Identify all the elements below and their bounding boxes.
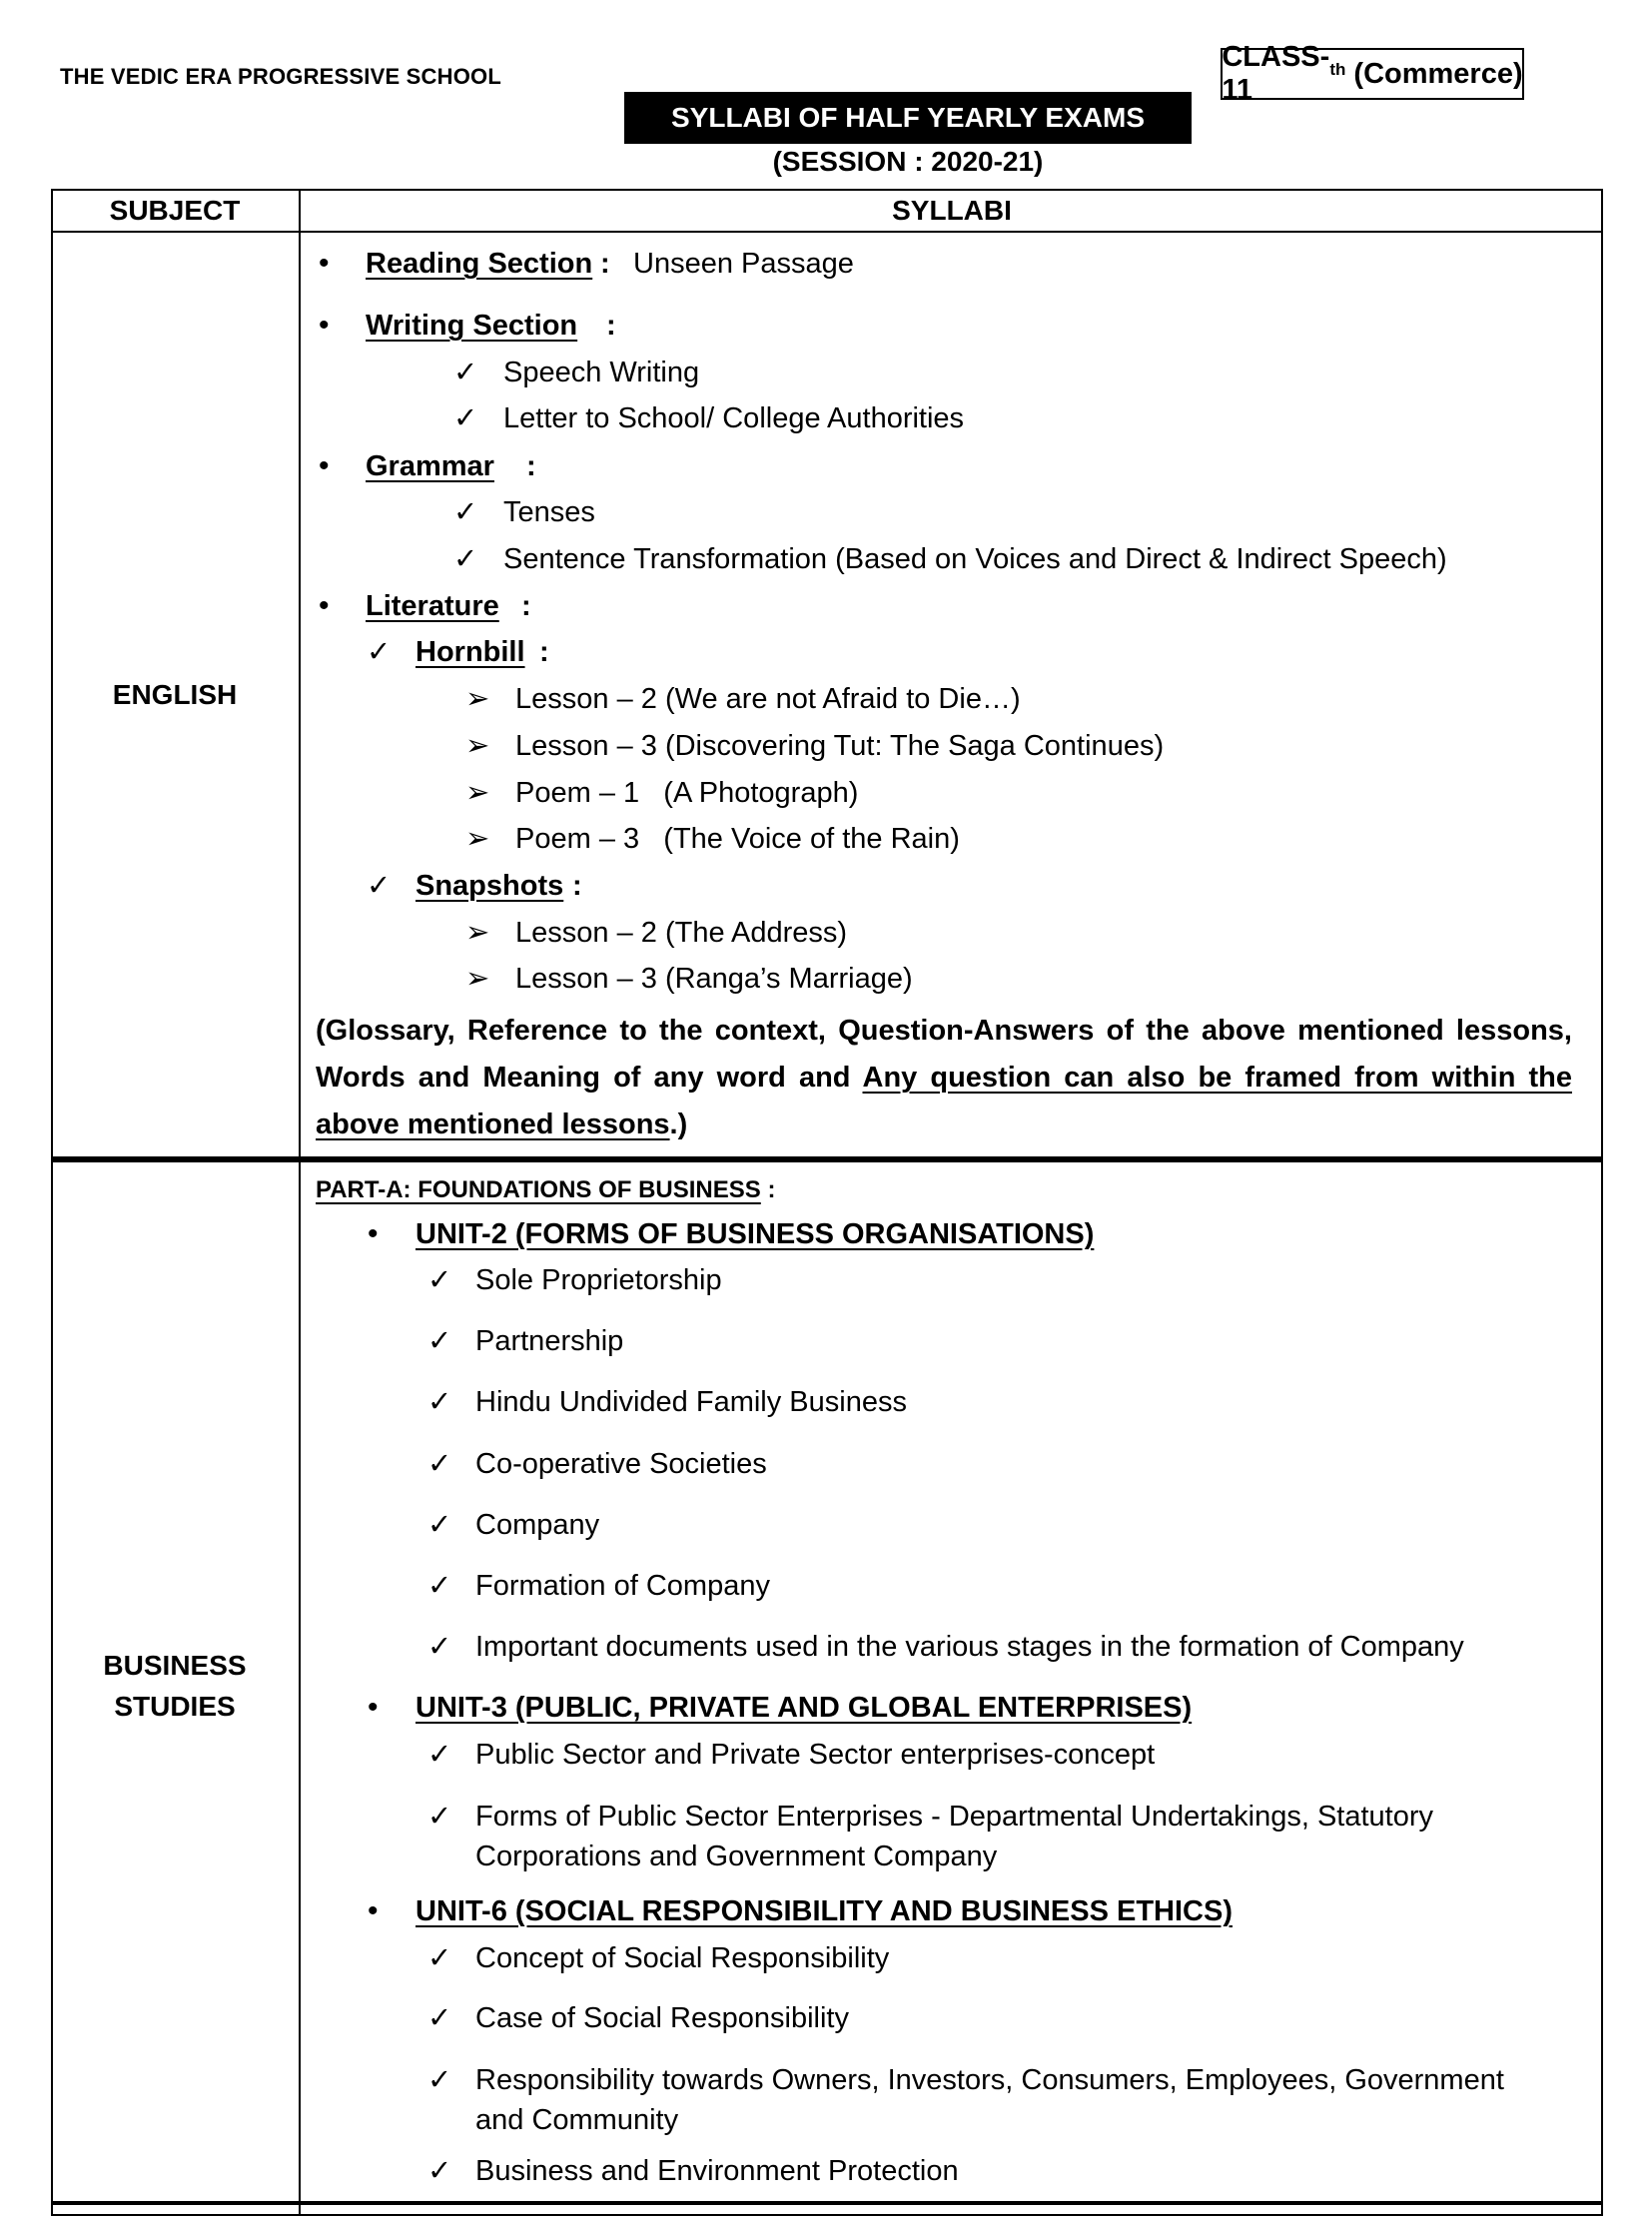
unit2-item: Important documents used in the various stages in the formation of Company <box>475 1631 1464 1663</box>
writing-item: Letter to School/ College Authorities <box>503 402 965 434</box>
hornbill-item: Lesson – 3 (Discovering Tut: The Saga Continues) <box>515 730 1165 762</box>
check-icon: ✓ <box>427 2155 452 2187</box>
unit3-item: Public Sector and Private Sector enterprises-concept <box>475 1739 1156 1771</box>
unit6-item: Concept of Social Responsibility <box>475 1942 890 1974</box>
check-icon: ✓ <box>427 1448 452 1480</box>
writing-colon: : <box>606 310 616 342</box>
check-icon: ✓ <box>453 496 478 528</box>
check-icon: ✓ <box>427 1801 452 1833</box>
hornbill-label: Hornbill <box>415 636 525 668</box>
row-divider <box>51 1156 1603 1162</box>
note-end: .) <box>669 1108 688 1140</box>
snapshots-item: Lesson – 3 (Ranga’s Marriage) <box>515 963 913 995</box>
unit6-item: Case of Social Responsibility <box>475 2002 849 2034</box>
column-divider <box>299 189 301 2216</box>
snapshots-colon: : <box>572 870 582 902</box>
unit6-item: Business and Environment Protection <box>475 2155 959 2187</box>
check-icon: ✓ <box>427 1386 452 1418</box>
subject-english: ENGLISH <box>112 679 238 710</box>
english-note <box>316 1008 1572 1148</box>
part-a-colon: : <box>760 1176 776 1203</box>
grammar-item: Sentence Transformation (Based on Voices and Direct & Indirect Speech) <box>503 543 1447 575</box>
unit2-item: Hindu Undivided Family Business <box>475 1386 907 1418</box>
class-stream: (Commerce) <box>1345 57 1523 90</box>
page-title: SYLLABI OF HALF YEARLY EXAMS <box>624 92 1192 144</box>
grammar-label: Grammar <box>366 450 494 482</box>
check-icon: ✓ <box>427 1739 452 1771</box>
arrow-icon: ➢ <box>465 963 490 995</box>
arrow-icon: ➢ <box>465 917 490 949</box>
unit3-title: UNIT-3 (PUBLIC, PRIVATE AND GLOBAL ENTERPRISES) <box>415 1692 1193 1724</box>
check-icon: ✓ <box>427 1570 452 1602</box>
bullet-icon: • <box>319 309 330 342</box>
unit2-item: Company <box>475 1509 600 1541</box>
hornbill-item: Poem – 3 (The Voice of the Rain) <box>515 823 960 855</box>
unit2-item: Co-operative Societies <box>475 1448 767 1480</box>
bullet-icon: • <box>368 1691 379 1724</box>
reading-colon: : <box>600 248 610 280</box>
arrow-icon: ➢ <box>465 683 490 715</box>
arrow-icon: ➢ <box>465 777 490 809</box>
grammar-colon: : <box>526 450 536 482</box>
check-icon: ✓ <box>453 402 478 434</box>
school-name: THE VEDIC ERA PROGRESSIVE SCHOOL <box>60 64 501 89</box>
hornbill-item: Poem – 1 (A Photograph) <box>515 777 859 809</box>
class-superscript: th <box>1329 60 1346 79</box>
check-icon: ✓ <box>427 1264 452 1296</box>
hornbill-item: Lesson – 2 (We are not Afraid to Die…) <box>515 683 1021 715</box>
check-icon: ✓ <box>427 1631 452 1663</box>
row-divider-bottom <box>51 2201 1603 2205</box>
unit6-title: UNIT-6 (SOCIAL RESPONSIBILITY AND BUSINESS ETHICS) <box>415 1895 1234 1927</box>
session-label: (SESSION : 2020-21) <box>772 146 1044 177</box>
note-emphasis: Any question can also be framed from within the above mentioned lessons <box>316 1062 1572 1140</box>
check-icon: ✓ <box>427 1942 452 1974</box>
hornbill-colon: : <box>539 636 549 668</box>
grammar-item: Tenses <box>503 496 595 528</box>
unit2-item: Partnership <box>475 1325 624 1357</box>
check-icon: ✓ <box>427 2002 452 2034</box>
unit3-item: Forms of Public Sector Enterprises - Departmental Undertakings, Statutory <box>475 1801 1433 1833</box>
unit6-item-cont: and Community <box>475 2104 679 2136</box>
snapshots-item: Lesson – 2 (The Address) <box>515 917 848 949</box>
writing-item: Speech Writing <box>503 357 700 388</box>
reading-label: Reading Section <box>366 248 593 280</box>
check-icon: ✓ <box>367 870 392 902</box>
bullet-icon: • <box>368 1894 379 1927</box>
bullet-icon: • <box>319 589 330 622</box>
subject-business-line1: BUSINESS <box>103 1650 247 1681</box>
check-icon: ✓ <box>427 1325 452 1357</box>
note-text: (Glossary, Reference to the context, Question-Answers of the above mentioned lessons, Words and Meaning of any word and <box>316 1015 1572 1094</box>
header-subject: SUBJECT <box>109 195 241 226</box>
header-syllabi: SYLLABI <box>892 195 1012 226</box>
bullet-icon: • <box>368 1217 379 1250</box>
arrow-icon: ➢ <box>465 823 490 855</box>
snapshots-label: Snapshots <box>415 870 564 902</box>
arrow-icon: ➢ <box>465 730 490 762</box>
unit2-title: UNIT-2 (FORMS OF BUSINESS ORGANISATIONS) <box>415 1218 1095 1250</box>
class-label: CLASS- 11 <box>1222 41 1330 106</box>
class-box <box>1221 41 1524 106</box>
check-icon: ✓ <box>453 357 478 388</box>
unit3-item-cont: Corporations and Government Company <box>475 1841 998 1872</box>
unit2-item: Formation of Company <box>475 1570 770 1602</box>
reading-value: Unseen Passage <box>633 248 854 280</box>
check-icon: ✓ <box>427 2064 452 2096</box>
check-icon: ✓ <box>367 636 392 668</box>
part-a-label: PART-A: FOUNDATIONS OF BUSINESS <box>316 1176 761 1203</box>
literature-colon: : <box>521 590 531 622</box>
writing-label: Writing Section <box>366 310 578 342</box>
part-a-heading <box>316 1172 775 1208</box>
check-icon: ✓ <box>453 543 478 575</box>
check-icon: ✓ <box>427 1509 452 1541</box>
bullet-icon: • <box>319 449 330 482</box>
literature-label: Literature <box>366 590 499 622</box>
unit6-item: Responsibility towards Owners, Investors, Consumers, Employees, Government <box>475 2064 1504 2096</box>
subject-business-line2: STUDIES <box>114 1691 236 1722</box>
bullet-icon: • <box>319 247 330 280</box>
unit2-item: Sole Proprietorship <box>475 1264 722 1296</box>
